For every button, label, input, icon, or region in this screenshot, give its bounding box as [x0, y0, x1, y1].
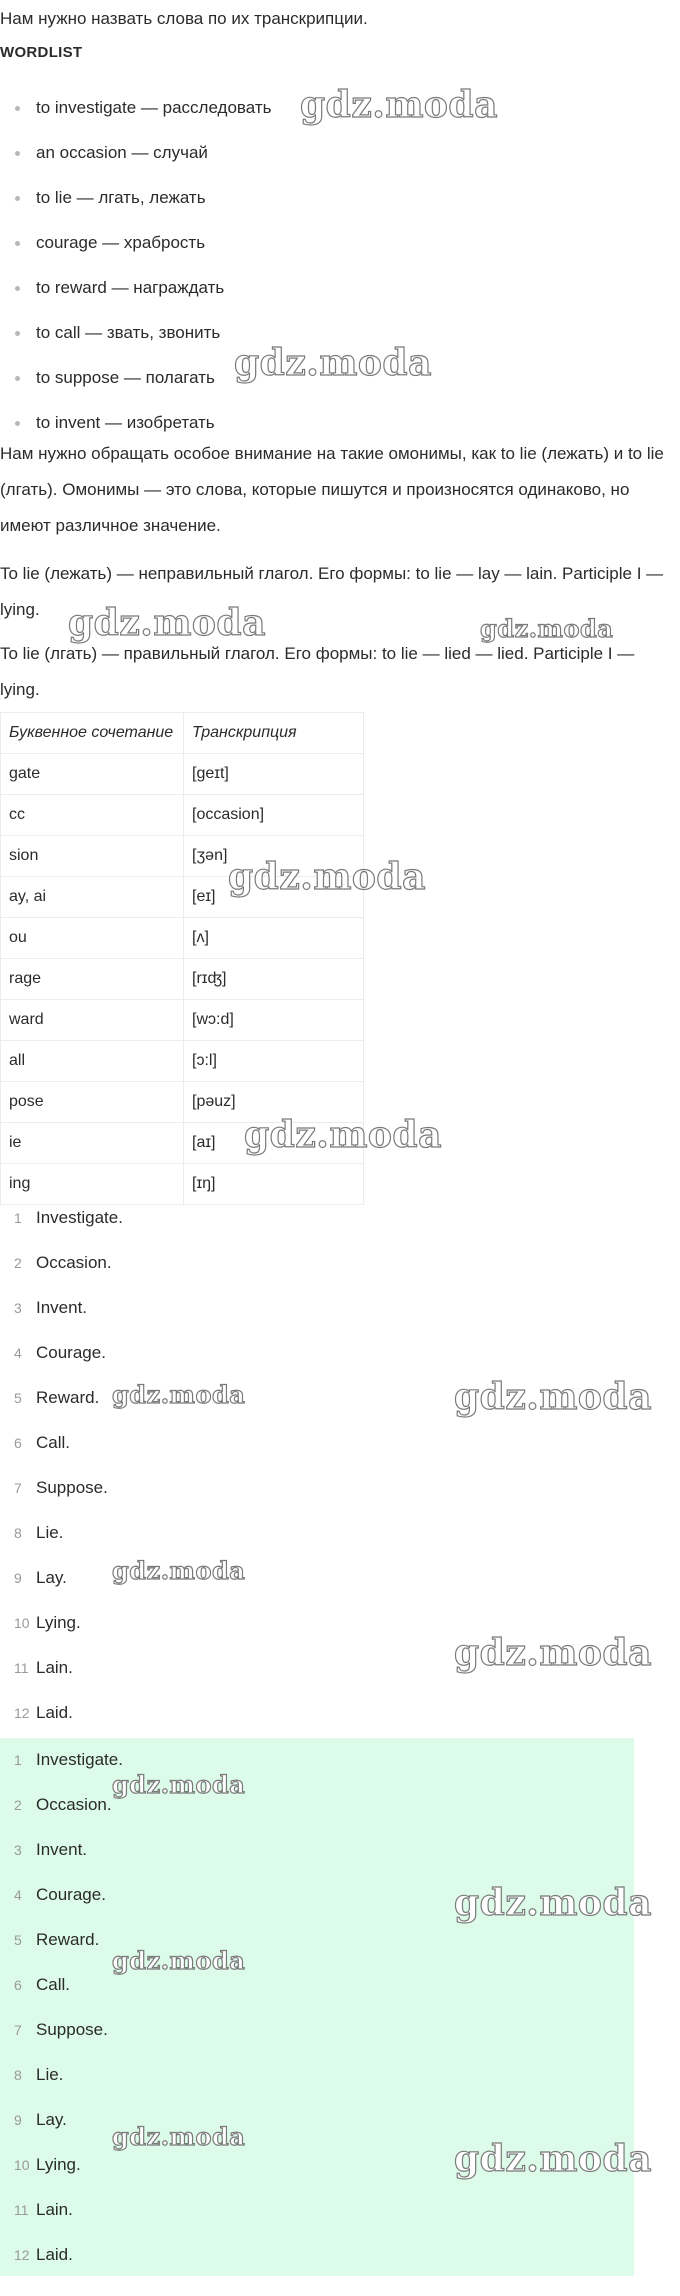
watermark: gdz.moda: [228, 856, 426, 898]
list-item-text: to investigate — расследовать: [36, 98, 272, 117]
answer-text: Lain.: [36, 2200, 73, 2219]
answer-text: Courage.: [36, 1885, 106, 1904]
watermark: gdz.moda: [234, 342, 432, 384]
answer-text: Lying.: [36, 2155, 81, 2174]
answer-number: 3: [14, 1300, 22, 1316]
answer-text: Lay.: [36, 1568, 67, 1587]
table-cell: ay, ai: [1, 877, 184, 918]
table-cell: pose: [1, 1082, 184, 1123]
list-item-text: an occasion — случай: [36, 143, 208, 162]
answer-text: Lay.: [36, 2110, 67, 2129]
answer-item: [0, 1515, 640, 1560]
table-row: [1, 1000, 364, 1041]
table-row: [1, 795, 364, 836]
table-cell: [wɔ:d]: [184, 1000, 364, 1041]
answer-text: Call.: [36, 1975, 71, 1994]
answer-number: 5: [14, 1390, 22, 1406]
intro-text: Нам нужно назвать слова по их транскрипции.: [0, 9, 368, 28]
answer-item: [0, 1470, 640, 1515]
table-cell: [geɪt]: [184, 754, 364, 795]
table-cell: sion: [1, 836, 184, 877]
watermark: gdz.moda: [68, 602, 266, 644]
bullet-icon: [15, 241, 20, 246]
answer-text: Investigate.: [36, 1208, 123, 1227]
answer-item: [0, 1245, 640, 1290]
list-item-text: to suppose — полагать: [36, 368, 215, 387]
answer-text: Invent.: [36, 1298, 88, 1317]
list-item-text: to invent — изобретать: [36, 413, 215, 432]
table-cell: [aɪ]: [184, 1123, 364, 1164]
wordlist-heading: WORDLIST: [0, 44, 83, 61]
lie-regular-paragraph: To lie (лгать) — правильный глагол. Его формы: to lie — lied — lied. Participle I — lying.: [0, 644, 635, 699]
answer-number: 8: [14, 2067, 22, 2083]
answer-item: [0, 1290, 640, 1335]
answer-text: Investigate.: [36, 1750, 123, 1769]
list-item-text: to call — звать, звонить: [36, 323, 221, 342]
answer-number: 10: [14, 1615, 30, 1631]
answer-item: [0, 2012, 640, 2057]
watermark: gdz.moda: [112, 1556, 246, 1585]
answer-number: 5: [14, 1932, 22, 1948]
list-item-text: courage — храбрость: [36, 233, 206, 252]
watermark: gdz.moda: [112, 2122, 246, 2151]
table-row: [1, 918, 364, 959]
answer-item: [0, 1742, 640, 1787]
bullet-icon: [15, 106, 20, 111]
table-cell: [rɪʤ]: [184, 959, 364, 1000]
answer-item: [0, 1560, 640, 1605]
answer-text: Lie.: [36, 2065, 64, 2084]
table-cell: ing: [1, 1164, 184, 1205]
table-cell: [eɪ]: [184, 877, 364, 918]
highlighted-answer-list: [0, 1742, 640, 2282]
table-cell: [ʌ]: [184, 918, 364, 959]
answer-text: Lain.: [36, 1658, 73, 1677]
answer-item: [0, 2192, 640, 2237]
answer-text: Laid.: [36, 2245, 73, 2264]
bullet-icon: [15, 421, 20, 426]
list-item: [0, 225, 680, 270]
table-cell: [pəuz]: [184, 1082, 364, 1123]
answer-text: Courage.: [36, 1343, 106, 1362]
list-item-text: to lie — лгать, лежать: [36, 188, 206, 207]
answer-item: [0, 1425, 640, 1470]
watermark: gdz.moda: [454, 2138, 652, 2180]
lie-irregular-paragraph: To lie (лежать) — неправильный глагол. Его формы: to lie — lay — lain. Participle I — lying.: [0, 564, 664, 619]
answer-text: Occasion.: [36, 1253, 112, 1272]
answer-text: Call.: [36, 1433, 71, 1452]
answer-number: 7: [14, 2022, 22, 2038]
watermark: gdz.moda: [454, 1882, 652, 1924]
list-item: [0, 270, 680, 315]
list-item: [0, 135, 680, 180]
table-cell: rage: [1, 959, 184, 1000]
answer-number: 11: [14, 2202, 29, 2218]
bullet-icon: [15, 376, 20, 381]
watermark: gdz.moda: [112, 1770, 246, 1799]
watermark: gdz.moda: [112, 1946, 246, 1975]
watermark: gdz.moda: [300, 84, 498, 126]
table-header-row: [1, 713, 364, 754]
watermark: gdz.moda: [112, 1380, 246, 1409]
table-cell: ward: [1, 1000, 184, 1041]
watermark: gdz.moda: [454, 1376, 652, 1418]
table-cell: [occasion]: [184, 795, 364, 836]
watermark: gdz.moda: [454, 1632, 652, 1674]
answer-text: Invent.: [36, 1840, 88, 1859]
watermark: gdz.moda: [480, 614, 614, 643]
answer-item: [0, 1335, 640, 1380]
answer-text: Occasion.: [36, 1795, 112, 1814]
answer-number: 10: [14, 2157, 30, 2173]
column-header: Буквенное сочетание: [1, 713, 184, 754]
answer-number: 4: [14, 1345, 22, 1361]
wordlist: [0, 90, 680, 450]
answer-text: Lying.: [36, 1613, 81, 1632]
answer-item: [0, 1787, 640, 1832]
answer-number: 2: [14, 1797, 22, 1813]
answer-text: Laid.: [36, 1703, 73, 1722]
bullet-icon: [15, 286, 20, 291]
homonym-paragraph: Нам нужно обращать особое внимание на такие омонимы, как to lie (лежать) и to lie (лгать). Омонимы — это слова, которые пишутся и произносятся одинаково, но имеют различное значение.: [0, 444, 664, 535]
table-cell: ie: [1, 1123, 184, 1164]
answer-number: 6: [14, 1435, 22, 1451]
answer-number: 11: [14, 1660, 29, 1676]
answer-number: 8: [14, 1525, 22, 1541]
bullet-icon: [15, 151, 20, 156]
answer-item: [0, 2057, 640, 2102]
table-cell: ou: [1, 918, 184, 959]
answer-item: [0, 2237, 640, 2282]
answer-item: [0, 1200, 640, 1245]
answer-text: Suppose.: [36, 2020, 108, 2039]
watermark: gdz.moda: [244, 1114, 442, 1156]
answer-number: 4: [14, 1887, 22, 1903]
column-header: Транскрипция: [184, 713, 364, 754]
answer-text: Suppose.: [36, 1478, 108, 1497]
bullet-icon: [15, 196, 20, 201]
answer-text: Reward.: [36, 1930, 100, 1949]
answer-number: 6: [14, 1977, 22, 1993]
answer-number: 1: [14, 1752, 22, 1768]
answer-text: Reward.: [36, 1388, 100, 1407]
list-item: [0, 180, 680, 225]
table-row: [1, 1164, 364, 1205]
answer-item: [0, 1967, 640, 2012]
list-item-text: to reward — награждать: [36, 278, 225, 297]
table-cell: cc: [1, 795, 184, 836]
answer-number: 12: [14, 2247, 30, 2263]
answer-number: 12: [14, 1705, 30, 1721]
table-row: [1, 959, 364, 1000]
answer-text: Lie.: [36, 1523, 64, 1542]
answer-number: 1: [14, 1210, 22, 1226]
answer-item: [0, 1922, 640, 1967]
table-cell: all: [1, 1041, 184, 1082]
table-cell: [ʒən]: [184, 836, 364, 877]
table-cell: gate: [1, 754, 184, 795]
table-row: [1, 754, 364, 795]
table-cell: [ɔ:l]: [184, 1041, 364, 1082]
answer-item: [0, 1832, 640, 1877]
answer-number: 9: [14, 2112, 22, 2128]
answer-number: 3: [14, 1842, 22, 1858]
answer-number: 2: [14, 1255, 22, 1271]
bullet-icon: [15, 331, 20, 336]
answer-number: 7: [14, 1480, 22, 1496]
table-cell: [ɪŋ]: [184, 1164, 364, 1205]
answer-item: [0, 1695, 640, 1740]
table-row: [1, 1041, 364, 1082]
answer-number: 9: [14, 1570, 22, 1586]
